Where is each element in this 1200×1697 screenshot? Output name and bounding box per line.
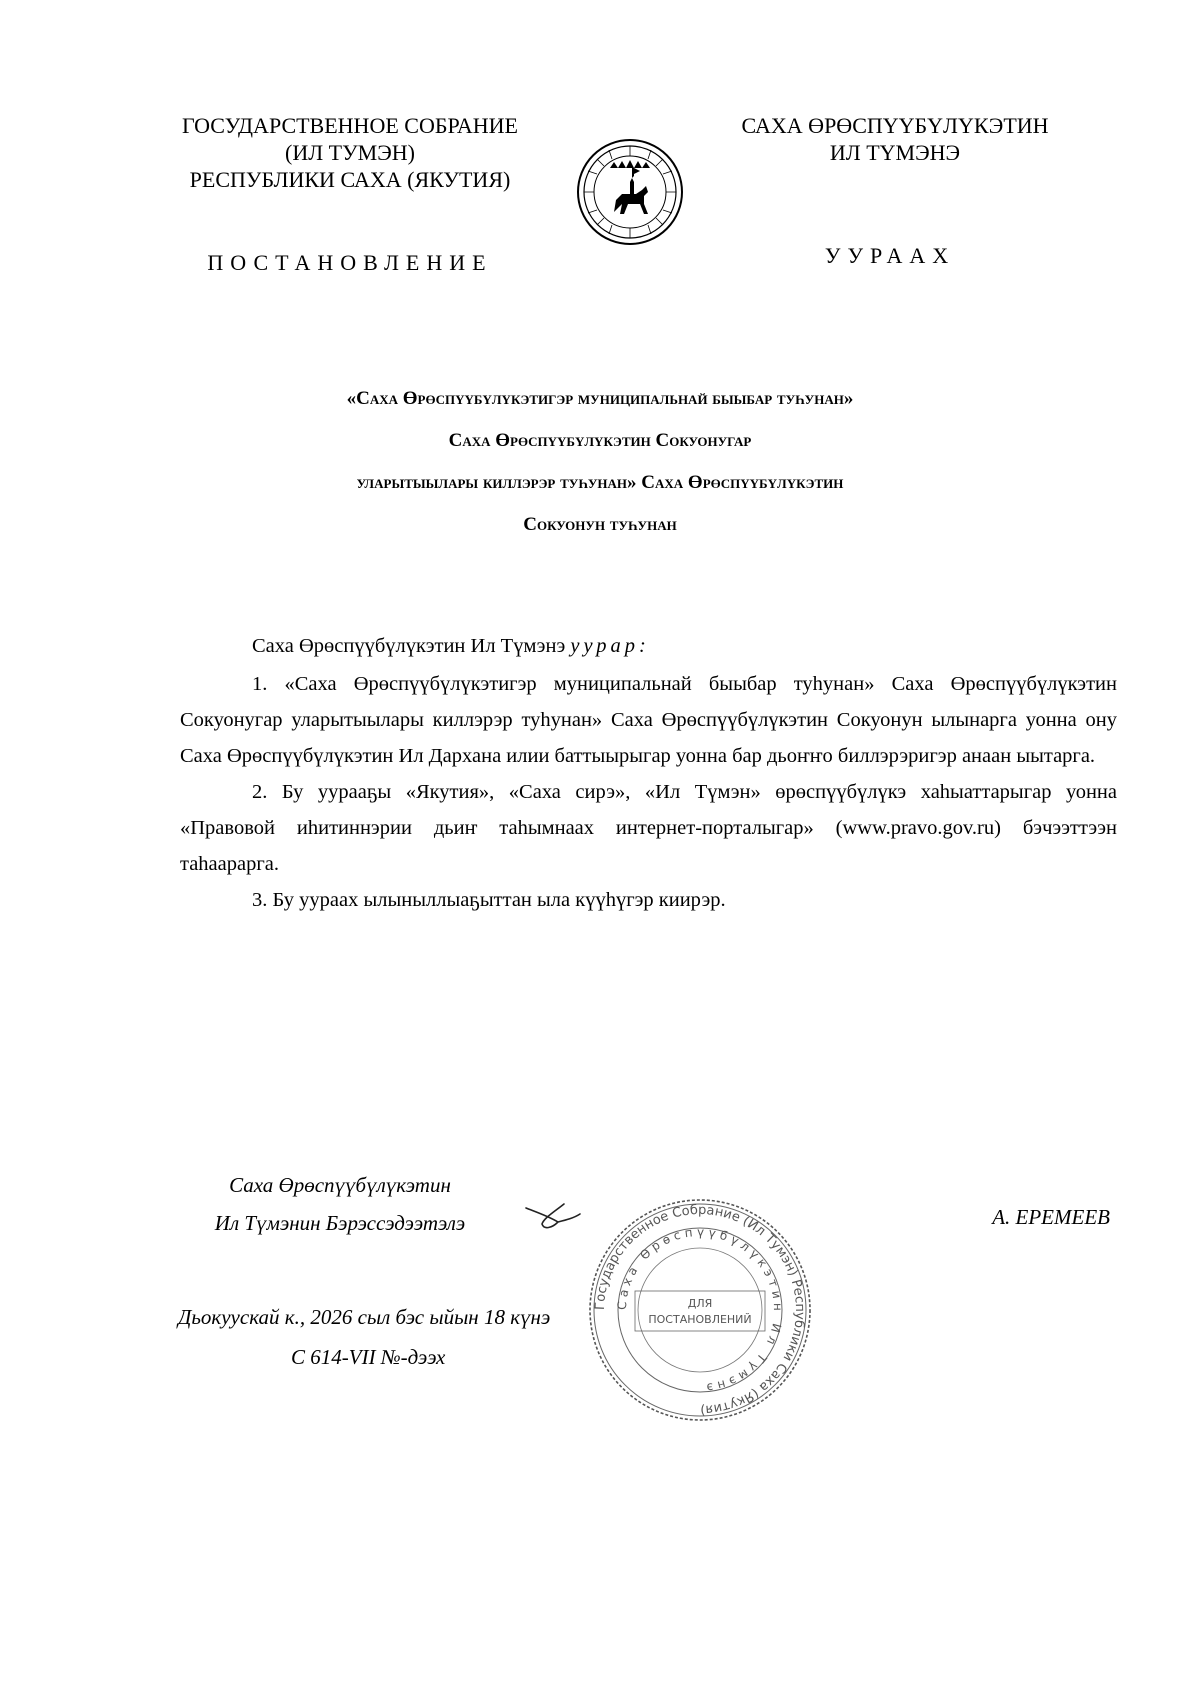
document-number: С 614-VII №-дээх [291,1345,446,1369]
title-line: Саха Өрөспүүбүлүкэтин Сокуонугар [448,430,752,451]
sakha-coat-of-arms-icon [576,138,684,246]
seal-center-line: ПОСТАНОВЛЕНИЙ [648,1313,752,1326]
seal-center-line: ДЛЯ [687,1297,713,1310]
document-body [180,628,1117,918]
seal-outer-text: Государственное Собрание (Ил Тумэн) Республики Саха (Якутия) [592,1202,808,1418]
seal-inner-text: Саха Өрөспүүбүлүкэтин Ил Түмэнэ [614,1224,786,1396]
signatory-position-line: Ил Түмэнин Бэрэссэдээтэлэ [214,1211,466,1235]
handwritten-signature [522,1198,582,1238]
header-right-line: САХА ӨРӨСПҮҮБҮЛҮКЭТИН [741,113,1049,138]
body-item: 3. Бу уураах ылыныллыаҕыттан ыла күүһүгэр киирэр. [252,889,726,911]
title-line: уларытыылары киллэрэр туһунан» Саха Өрөспүүбүлүкэтин [356,472,844,493]
signatory-name: А. ЕРЕМЕЕВ [992,1205,1110,1229]
place-date: Дьокуускай к., 2026 сыл бэс ыйын 18 күнэ [178,1305,551,1329]
body-item: 2. Бу уурааҕы «Якутия», «Саха сирэ», «Ил Түмэн» өрөспүүбүлүкэ хаһыаттарыгар уонна «Правовой иһитиннэрии дьиҥ таһымнаах интернет-порталыгар» (www.pravo.gov.ru) бэчээттээн таһаарарга. [180,781,1117,875]
header-left-line: (ИЛ ТУМЭН) [285,140,415,165]
place-date-number [178,1297,608,1377]
signatory-position-line: Саха Өрөспүүбүлүкэтин [229,1173,451,1197]
header-right-sakha [705,112,1085,166]
body-intro [180,628,1117,664]
body-item: 1. «Саха Өрөспүүбүлүкэтигэр муниципальнай быыбар туһунан» Саха Өрөспүүбүлүкэтин Сокуонугар уларытыылары киллэрэр туһунан» Саха Өрөспүүбүлүкэтин Сокуонун ылынарга уонна ону Саха Өрөспүүбүлүкэтин Ил Дархана илии баттыырыгар уонна бар дьоҥҥо биллэрэригэр анаан ыытарга. [180,673,1117,767]
title-line: «Саха Өрөспүүбүлүкэтигэр муниципальнай быыбар туһунан» [346,388,854,409]
document-title [150,378,1050,546]
title-line: Сокуонун туһунан [523,514,677,535]
body-intro-verb: уурар: [570,635,650,657]
header-left-russian [140,112,560,193]
header-left-line: РЕСПУБЛИКИ САХА (ЯКУТИЯ) [189,167,511,192]
body-intro-subject: Саха Өрөспүүбүлүкэтин Ил Түмэнэ [252,635,566,657]
header-right-line: ИЛ ТҮМЭНЭ [829,140,961,165]
document-type-sakha: УУРААХ [824,243,956,268]
signatory-position [180,1166,500,1242]
header-left-line: ГОСУДАРСТВЕННОЕ СОБРАНИЕ [181,113,518,138]
document-type-russian: ПОСТАНОВЛЕНИЕ [207,250,493,275]
official-round-seal-icon [585,1195,815,1425]
